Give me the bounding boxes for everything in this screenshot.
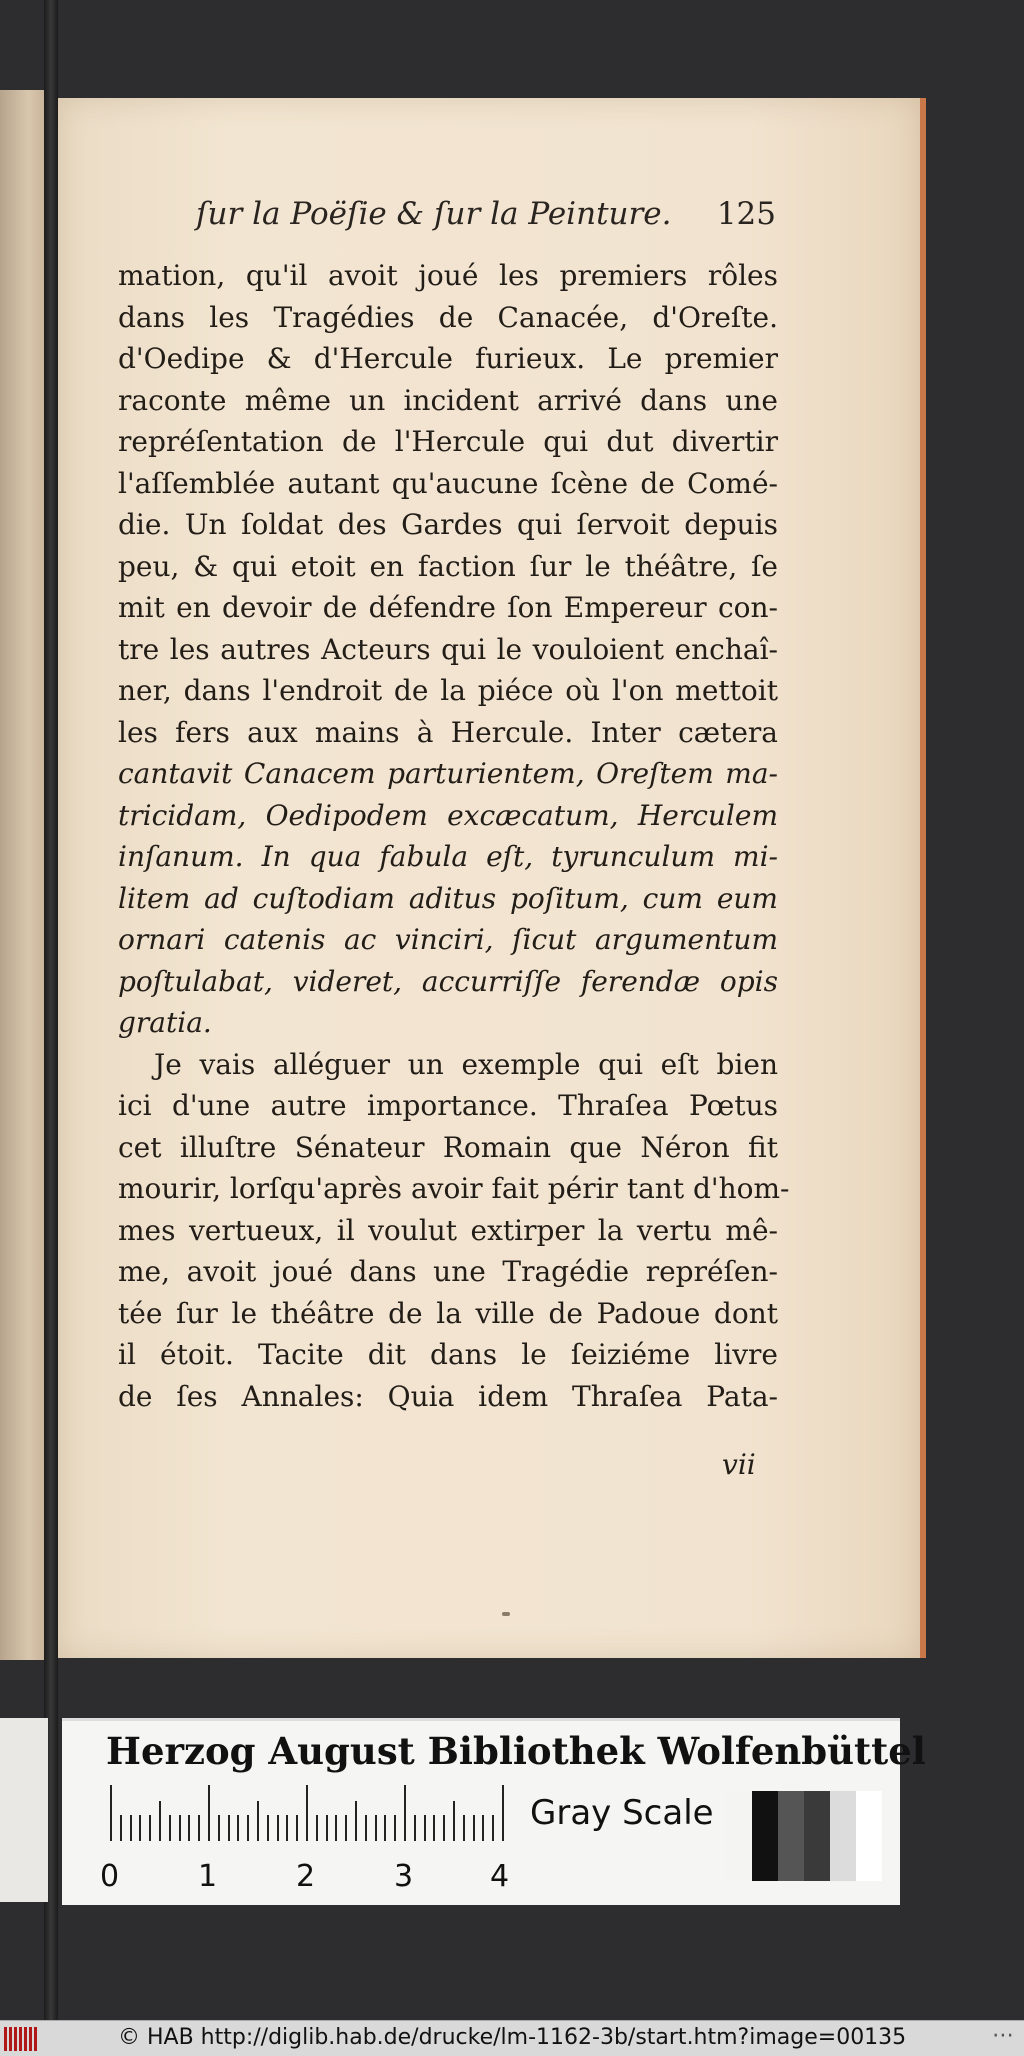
page-ornament-dot (502, 1612, 510, 1616)
text-line: dans les Tragédies de Canacée, d'Oreſte. (118, 300, 778, 334)
ruler-tick (179, 1815, 181, 1841)
ruler-tick (394, 1815, 396, 1841)
text-line: me, avoit joué dans une Tragédie repréſen- (118, 1255, 778, 1288)
library-name: Herzog August Bibliothek Wolfenbüttel (106, 1729, 926, 1773)
ruler-tick (188, 1815, 190, 1841)
source-url[interactable]: © HAB http://diglib.hab.de/drucke/lm-1162-3b/start.htm?image=00135 (118, 2025, 907, 2050)
ruler-tick (355, 1801, 357, 1841)
text-line: ner, dans l'endroit de la piéce où l'on mettoit (118, 674, 778, 707)
ruler-tick (218, 1815, 220, 1841)
ruler-number: 3 (394, 1859, 414, 1894)
gray-swatch (830, 1791, 856, 1881)
ruler-tick (130, 1815, 132, 1841)
gray-swatch (856, 1791, 882, 1881)
gray-swatch (804, 1791, 830, 1881)
ruler-tick (492, 1815, 494, 1841)
ruler-tick (384, 1815, 386, 1841)
ruler-tick (237, 1815, 239, 1841)
text-line: mourir, lorſqu'après avoir fait périr tant d'hom- (118, 1172, 790, 1205)
text-line: peu, & qui etoit en faction ſur le théâtre, ſe (118, 549, 778, 583)
gray-swatch (778, 1791, 804, 1881)
ruler-tick (277, 1815, 279, 1841)
text-line: poſtulabat, videret, accurriſſe ferendæ opis (118, 964, 778, 998)
text-line: litem ad cuſtodiam aditus poſitum, cum eum (118, 881, 778, 915)
status-bar (0, 2020, 1024, 2056)
left-page-edge (0, 90, 48, 1660)
running-head: ſur la Poëſie & ſur la Peinture. (196, 196, 672, 232)
catchword: vii (722, 1448, 756, 1481)
more-icon[interactable]: ⋯ (992, 2023, 1014, 2048)
gray-swatches (726, 1791, 882, 1881)
ruler-number: 2 (296, 1859, 316, 1894)
ruler-tick (267, 1815, 269, 1841)
ruler-tick (169, 1815, 171, 1841)
ruler-tick (316, 1815, 318, 1841)
ruler-tick (159, 1801, 161, 1841)
hab-logo-icon[interactable] (4, 2027, 44, 2051)
ruler-tick (433, 1815, 435, 1841)
text-line: les fers aux mains à Hercule. Inter cætera (118, 715, 778, 749)
ruler-tick (375, 1815, 377, 1841)
text-line: tre les autres Acteurs qui le vouloient enchaî- (118, 632, 778, 666)
ruler-tick (120, 1815, 122, 1841)
ruler-tick (286, 1815, 288, 1841)
text-line: de ſes Annales: Quia idem Thraſea Pata- (118, 1379, 778, 1413)
scale-card-left-fragment (0, 1718, 48, 1902)
book-gutter (44, 0, 58, 2020)
text-line: mes vertueux, il voulut extirper la vertu mê- (118, 1213, 778, 1247)
text-line: die. Un ſoldat des Gardes qui ſervoit depuis (118, 508, 778, 541)
text-line: il étoit. Tacite dit dans le ſeiziéme livre (118, 1338, 778, 1371)
text-line: ici d'une autre importance. Thraſea Pœtus (118, 1089, 778, 1122)
ruler-tick (414, 1815, 416, 1841)
ruler-tick (482, 1815, 484, 1841)
page-number: 125 (716, 196, 776, 232)
ruler-number: 0 (100, 1859, 120, 1894)
ruler-tick (306, 1785, 308, 1841)
text-line: repréſentation de l'Hercule qui dut divertir (118, 425, 778, 458)
ruler-tick (502, 1785, 504, 1841)
text-line: l'aſſemblée autant qu'aucune ſcène de Comé- (118, 466, 778, 500)
ruler-tick (247, 1815, 249, 1841)
ruler-tick (326, 1815, 328, 1841)
ruler-tick (473, 1815, 475, 1841)
text-line: ornari catenis ac vinciri, ſicut argumentum (118, 923, 778, 956)
text-line: tricidam, Oedipodem excæcatum, Herculem (118, 798, 778, 832)
page-header (196, 196, 776, 246)
text-line: cantavit Canacem parturientem, Oreſtem ma- (118, 757, 778, 790)
ruler-tick (335, 1815, 337, 1841)
ruler-tick (424, 1815, 426, 1841)
text-line: d'Oedipe & d'Hercule furieux. Le premier (118, 342, 778, 375)
ruler-tick (110, 1785, 112, 1841)
color-scale-card (62, 1718, 926, 1905)
text-line: Je vais alléguer un exemple qui eſt bien (154, 1047, 778, 1081)
ruler-tick (443, 1815, 445, 1841)
ruler-number: 1 (198, 1859, 218, 1894)
ruler-tick (228, 1815, 230, 1841)
ruler-tick (345, 1815, 347, 1841)
gray-scale-label: Gray Scale (530, 1793, 714, 1833)
gray-swatch (726, 1791, 752, 1881)
ruler-tick (453, 1801, 455, 1841)
ruler-tick (365, 1815, 367, 1841)
text-line: gratia. (118, 1006, 212, 1039)
ruler (110, 1801, 510, 1861)
text-line: tée ſur le théâtre de la ville de Padoue dont (118, 1296, 778, 1330)
text-line: inſanum. In qua fabula eſt, tyrunculum mi- (118, 840, 778, 873)
ruler-tick (139, 1815, 141, 1841)
gray-swatch (752, 1791, 778, 1881)
ruler-tick (198, 1815, 200, 1841)
text-line: cet illuſtre Sénateur Romain que Néron fit (118, 1130, 778, 1164)
ruler-number: 4 (490, 1859, 510, 1894)
ruler-tick (404, 1785, 406, 1841)
ruler-tick (257, 1801, 259, 1841)
text-line: mit en devoir de défendre ſon Empereur con- (118, 591, 778, 624)
ruler-tick (149, 1815, 151, 1841)
text-line: mation, qu'il avoit joué les premiers rôles (118, 259, 778, 292)
ruler-tick (208, 1785, 210, 1841)
text-line: raconte même un incident arrivé dans une (118, 383, 778, 417)
ruler-tick (296, 1815, 298, 1841)
ruler-tick (463, 1815, 465, 1841)
